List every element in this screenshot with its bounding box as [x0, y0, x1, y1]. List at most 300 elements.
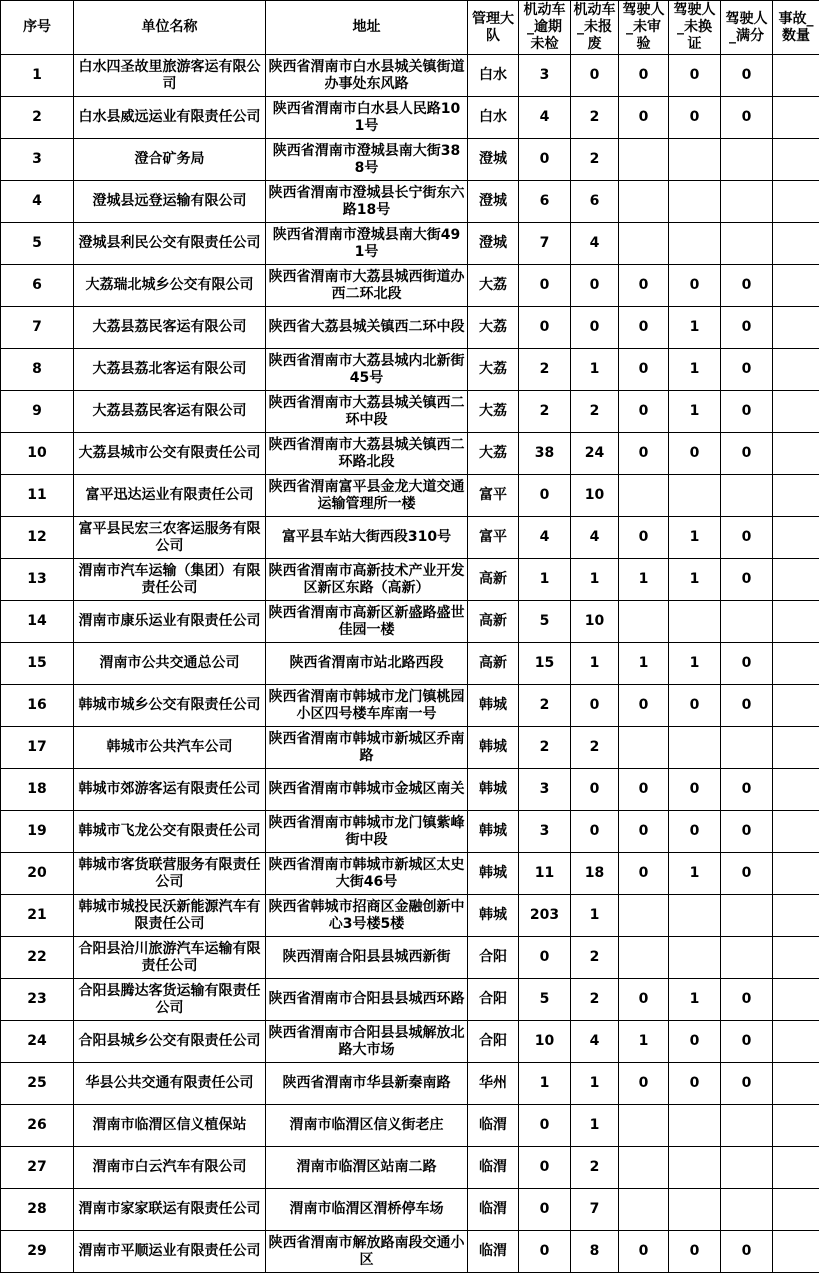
address-cell: 陕西省渭南市合阳县县城西环路	[266, 979, 468, 1021]
accident-count-cell	[773, 1231, 819, 1273]
serial-cell: 22	[1, 937, 74, 979]
accident-count-cell	[773, 769, 819, 811]
brigade-cell: 临渭	[468, 1231, 519, 1273]
driver-full-points-cell	[721, 601, 773, 643]
address-cell: 富平县车站大街西段310号	[266, 517, 468, 559]
vehicle-not-scrapped-cell: 2	[571, 97, 619, 139]
driver-not-reviewed-cell: 1	[619, 643, 669, 685]
vehicle-overdue-inspection-cell: 1	[519, 559, 571, 601]
accident-count-cell	[773, 727, 819, 769]
table-row	[1, 139, 819, 181]
table-row	[1, 853, 819, 895]
vehicle-not-scrapped-cell: 0	[571, 55, 619, 97]
vehicle-overdue-inspection-cell: 0	[519, 1147, 571, 1189]
brigade-cell: 韩城	[468, 727, 519, 769]
driver-not-renewed-cell	[669, 475, 721, 517]
driver-full-points-cell: 0	[721, 853, 773, 895]
brigade-cell: 合阳	[468, 937, 519, 979]
vehicle-overdue-inspection-cell: 10	[519, 1021, 571, 1063]
unit-name-cell: 渭南市公共交通总公司	[74, 643, 266, 685]
serial-cell: 26	[1, 1105, 74, 1147]
vehicle-not-scrapped-cell: 18	[571, 853, 619, 895]
address-cell: 渭南市临渭区信义街老庄	[266, 1105, 468, 1147]
column-header-vehicle-not-scrapped: 机动车_未报废	[571, 1, 619, 55]
serial-cell: 6	[1, 265, 74, 307]
address-cell: 陕西省渭南市解放路南段交通小区	[266, 1231, 468, 1273]
driver-not-renewed-cell	[669, 601, 721, 643]
vehicle-not-scrapped-cell: 10	[571, 475, 619, 517]
table-row	[1, 391, 819, 433]
column-header-brigade: 管理大队	[468, 1, 519, 55]
vehicle-overdue-inspection-cell: 4	[519, 517, 571, 559]
driver-not-renewed-cell	[669, 937, 721, 979]
driver-full-points-cell: 0	[721, 1231, 773, 1273]
table-row	[1, 601, 819, 643]
brigade-cell: 富平	[468, 517, 519, 559]
table-row	[1, 433, 819, 475]
driver-not-renewed-cell: 0	[669, 433, 721, 475]
serial-cell: 12	[1, 517, 74, 559]
driver-not-renewed-cell	[669, 895, 721, 937]
driver-full-points-cell	[721, 1147, 773, 1189]
accident-count-cell	[773, 559, 819, 601]
address-cell: 陕西省渭南市白水县人民路101号	[266, 97, 468, 139]
driver-full-points-cell	[721, 139, 773, 181]
driver-full-points-cell: 0	[721, 97, 773, 139]
accident-count-cell	[773, 139, 819, 181]
serial-cell: 11	[1, 475, 74, 517]
serial-cell: 1	[1, 55, 74, 97]
driver-not-renewed-cell: 1	[669, 979, 721, 1021]
address-cell: 陕西省渭南市澄城县南大街388号	[266, 139, 468, 181]
vehicle-not-scrapped-cell: 8	[571, 1231, 619, 1273]
vehicle-overdue-inspection-cell: 0	[519, 1231, 571, 1273]
vehicle-overdue-inspection-cell: 3	[519, 811, 571, 853]
brigade-cell: 高新	[468, 559, 519, 601]
accident-count-cell	[773, 1189, 819, 1231]
driver-not-renewed-cell	[669, 1189, 721, 1231]
table-row	[1, 1105, 819, 1147]
driver-not-renewed-cell: 0	[669, 685, 721, 727]
vehicle-overdue-inspection-cell: 203	[519, 895, 571, 937]
vehicle-overdue-inspection-cell: 5	[519, 601, 571, 643]
vehicle-overdue-inspection-cell: 1	[519, 1063, 571, 1105]
table-row	[1, 223, 819, 265]
address-cell: 渭南市临渭区站南二路	[266, 1147, 468, 1189]
driver-not-renewed-cell	[669, 727, 721, 769]
driver-not-renewed-cell	[669, 223, 721, 265]
unit-name-cell: 大荔县城市公交有限责任公司	[74, 433, 266, 475]
table-row	[1, 895, 819, 937]
vehicle-not-scrapped-cell: 0	[571, 685, 619, 727]
address-cell: 陕西省渭南市澄城县长宁街东六路18号	[266, 181, 468, 223]
driver-not-reviewed-cell	[619, 475, 669, 517]
table-header	[1, 1, 819, 55]
driver-not-renewed-cell: 1	[669, 517, 721, 559]
unit-name-cell: 富平县民宏三农客运服务有限公司	[74, 517, 266, 559]
brigade-cell: 高新	[468, 643, 519, 685]
driver-full-points-cell: 0	[721, 517, 773, 559]
vehicle-not-scrapped-cell: 2	[571, 391, 619, 433]
unit-name-cell: 韩城市客货联营服务有限责任公司	[74, 853, 266, 895]
unit-name-cell: 渭南市康乐运业有限责任公司	[74, 601, 266, 643]
brigade-cell: 临渭	[468, 1105, 519, 1147]
unit-name-cell: 澄城县远登运输有限公司	[74, 181, 266, 223]
vehicle-not-scrapped-cell: 0	[571, 265, 619, 307]
vehicle-not-scrapped-cell: 7	[571, 1189, 619, 1231]
driver-full-points-cell: 0	[721, 265, 773, 307]
driver-full-points-cell: 0	[721, 643, 773, 685]
driver-not-renewed-cell: 0	[669, 97, 721, 139]
driver-not-reviewed-cell	[619, 223, 669, 265]
driver-full-points-cell: 0	[721, 391, 773, 433]
driver-not-renewed-cell: 1	[669, 307, 721, 349]
driver-not-reviewed-cell: 0	[619, 811, 669, 853]
table-row	[1, 307, 819, 349]
unit-name-cell: 大荔瑞北城乡公交有限公司	[74, 265, 266, 307]
accident-count-cell	[773, 1021, 819, 1063]
table-row	[1, 1021, 819, 1063]
vehicle-not-scrapped-cell: 1	[571, 643, 619, 685]
address-cell: 陕西省渭南市大荔县城西街道办西二环北段	[266, 265, 468, 307]
driver-not-reviewed-cell: 0	[619, 517, 669, 559]
accident-count-cell	[773, 1063, 819, 1105]
accident-count-cell	[773, 475, 819, 517]
driver-not-renewed-cell: 0	[669, 55, 721, 97]
table-row	[1, 181, 819, 223]
table-row	[1, 979, 819, 1021]
serial-cell: 17	[1, 727, 74, 769]
unit-name-cell: 白水四圣故里旅游客运有限公司	[74, 55, 266, 97]
driver-full-points-cell: 0	[721, 433, 773, 475]
table-row	[1, 643, 819, 685]
accident-count-cell	[773, 181, 819, 223]
brigade-cell: 韩城	[468, 769, 519, 811]
vehicle-overdue-inspection-cell: 7	[519, 223, 571, 265]
column-header-driver-full-points: 驾驶人_满分	[721, 1, 773, 55]
accident-count-cell	[773, 853, 819, 895]
address-cell: 陕西省渭南市韩城市新城区乔南路	[266, 727, 468, 769]
address-cell: 渭南市临渭区渭桥停车场	[266, 1189, 468, 1231]
address-cell: 陕西省大荔县城关镇西二环中段	[266, 307, 468, 349]
vehicle-not-scrapped-cell: 1	[571, 895, 619, 937]
driver-full-points-cell	[721, 895, 773, 937]
brigade-cell: 白水	[468, 97, 519, 139]
vehicle-overdue-inspection-cell: 2	[519, 349, 571, 391]
vehicle-not-scrapped-cell: 4	[571, 1021, 619, 1063]
unit-name-cell: 大荔县荔北客运有限公司	[74, 349, 266, 391]
driver-not-renewed-cell	[669, 1147, 721, 1189]
serial-cell: 14	[1, 601, 74, 643]
vehicle-not-scrapped-cell: 10	[571, 601, 619, 643]
brigade-cell: 韩城	[468, 895, 519, 937]
driver-not-reviewed-cell: 0	[619, 979, 669, 1021]
address-cell: 陕西省韩城市招商区金融创新中心3号楼5楼	[266, 895, 468, 937]
serial-cell: 25	[1, 1063, 74, 1105]
vehicle-overdue-inspection-cell: 0	[519, 475, 571, 517]
driver-not-reviewed-cell: 0	[619, 769, 669, 811]
serial-cell: 2	[1, 97, 74, 139]
vehicle-overdue-inspection-cell: 15	[519, 643, 571, 685]
driver-not-reviewed-cell: 1	[619, 1021, 669, 1063]
vehicle-overdue-inspection-cell: 38	[519, 433, 571, 475]
driver-not-renewed-cell: 1	[669, 559, 721, 601]
serial-cell: 16	[1, 685, 74, 727]
vehicle-not-scrapped-cell: 0	[571, 811, 619, 853]
driver-full-points-cell: 0	[721, 685, 773, 727]
unit-name-cell: 大荔县荔民客运有限公司	[74, 307, 266, 349]
driver-full-points-cell: 0	[721, 55, 773, 97]
unit-name-cell: 富平迅达运业有限责任公司	[74, 475, 266, 517]
column-header-vehicle-overdue-inspection: 机动车_逾期未检	[519, 1, 571, 55]
brigade-cell: 临渭	[468, 1147, 519, 1189]
vehicle-not-scrapped-cell: 2	[571, 727, 619, 769]
driver-not-reviewed-cell: 0	[619, 265, 669, 307]
vehicle-not-scrapped-cell: 1	[571, 1063, 619, 1105]
brigade-cell: 临渭	[468, 1189, 519, 1231]
vehicle-overdue-inspection-cell: 0	[519, 1189, 571, 1231]
unit-name-cell: 大荔县荔民客运有限公司	[74, 391, 266, 433]
serial-cell: 24	[1, 1021, 74, 1063]
vehicle-overdue-inspection-cell: 2	[519, 685, 571, 727]
vehicle-not-scrapped-cell: 24	[571, 433, 619, 475]
accident-count-cell	[773, 517, 819, 559]
driver-not-reviewed-cell	[619, 1147, 669, 1189]
vehicle-not-scrapped-cell: 6	[571, 181, 619, 223]
table-row	[1, 727, 819, 769]
table-body	[1, 55, 819, 1273]
serial-cell: 7	[1, 307, 74, 349]
address-cell: 陕西渭南合阳县县城西新街	[266, 937, 468, 979]
brigade-cell: 韩城	[468, 685, 519, 727]
unit-name-cell: 白水县威远运业有限责任公司	[74, 97, 266, 139]
table-row	[1, 1189, 819, 1231]
accident-count-cell	[773, 1147, 819, 1189]
driver-not-renewed-cell	[669, 1105, 721, 1147]
accident-count-cell	[773, 643, 819, 685]
address-cell: 陕西省渭南市韩城市新城区太史大街46号	[266, 853, 468, 895]
address-cell: 陕西省渭南市白水县城关镇街道办事处东风路	[266, 55, 468, 97]
vehicle-not-scrapped-cell: 4	[571, 517, 619, 559]
serial-cell: 13	[1, 559, 74, 601]
driver-not-reviewed-cell: 0	[619, 349, 669, 391]
table-row	[1, 55, 819, 97]
driver-not-reviewed-cell: 0	[619, 55, 669, 97]
brigade-cell: 大荔	[468, 349, 519, 391]
accident-count-cell	[773, 349, 819, 391]
table-row	[1, 811, 819, 853]
brigade-cell: 澄城	[468, 181, 519, 223]
unit-name-cell: 澄城县利民公交有限责任公司	[74, 223, 266, 265]
serial-cell: 5	[1, 223, 74, 265]
driver-full-points-cell	[721, 937, 773, 979]
vehicle-overdue-inspection-cell: 6	[519, 181, 571, 223]
driver-not-reviewed-cell	[619, 1189, 669, 1231]
accident-count-cell	[773, 265, 819, 307]
brigade-cell: 华州	[468, 1063, 519, 1105]
vehicle-overdue-inspection-cell: 0	[519, 307, 571, 349]
vehicle-not-scrapped-cell: 2	[571, 979, 619, 1021]
driver-not-reviewed-cell	[619, 181, 669, 223]
table-row	[1, 937, 819, 979]
unit-name-cell: 韩城市城乡公交有限责任公司	[74, 685, 266, 727]
driver-full-points-cell: 0	[721, 811, 773, 853]
accident-count-cell	[773, 601, 819, 643]
driver-not-reviewed-cell: 0	[619, 685, 669, 727]
vehicle-not-scrapped-cell: 1	[571, 1105, 619, 1147]
driver-full-points-cell: 0	[721, 769, 773, 811]
brigade-cell: 合阳	[468, 979, 519, 1021]
accident-count-cell	[773, 979, 819, 1021]
vehicle-overdue-inspection-cell: 5	[519, 979, 571, 1021]
driver-not-reviewed-cell: 0	[619, 853, 669, 895]
driver-not-reviewed-cell: 0	[619, 307, 669, 349]
driver-full-points-cell	[721, 1189, 773, 1231]
address-cell: 陕西省渭南市华县新秦南路	[266, 1063, 468, 1105]
driver-not-renewed-cell: 0	[669, 769, 721, 811]
driver-not-reviewed-cell: 0	[619, 1231, 669, 1273]
column-header-driver-not-reviewed: 驾驶人_未审验	[619, 1, 669, 55]
driver-not-renewed-cell: 1	[669, 853, 721, 895]
vehicle-overdue-inspection-cell: 2	[519, 727, 571, 769]
driver-not-reviewed-cell	[619, 139, 669, 181]
table-row	[1, 265, 819, 307]
driver-not-renewed-cell: 1	[669, 349, 721, 391]
accident-count-cell	[773, 391, 819, 433]
address-cell: 陕西省渭南市高新技术产业开发区新区东路（高新）	[266, 559, 468, 601]
vehicle-overdue-inspection-cell: 3	[519, 55, 571, 97]
vehicle-overdue-inspection-cell: 0	[519, 937, 571, 979]
driver-not-renewed-cell: 0	[669, 811, 721, 853]
brigade-cell: 大荔	[468, 433, 519, 475]
accident-count-cell	[773, 685, 819, 727]
address-cell: 陕西省渭南市大荔县城内北新街45号	[266, 349, 468, 391]
serial-cell: 10	[1, 433, 74, 475]
serial-cell: 29	[1, 1231, 74, 1273]
address-cell: 陕西省渭南市高新区新盛路盛世佳园一楼	[266, 601, 468, 643]
driver-not-renewed-cell: 0	[669, 1231, 721, 1273]
accident-count-cell	[773, 1105, 819, 1147]
driver-not-renewed-cell: 0	[669, 265, 721, 307]
accident-count-cell	[773, 937, 819, 979]
address-cell: 陕西省渭南市韩城市金城区南关	[266, 769, 468, 811]
serial-cell: 20	[1, 853, 74, 895]
address-cell: 陕西省渭南市合阳县县城解放北路大市场	[266, 1021, 468, 1063]
driver-not-reviewed-cell	[619, 895, 669, 937]
brigade-cell: 大荔	[468, 307, 519, 349]
driver-not-reviewed-cell	[619, 601, 669, 643]
serial-cell: 28	[1, 1189, 74, 1231]
vehicle-not-scrapped-cell: 4	[571, 223, 619, 265]
vehicle-not-scrapped-cell: 2	[571, 1147, 619, 1189]
brigade-cell: 富平	[468, 475, 519, 517]
unit-name-cell: 合阳县腾达客货运输有限责任公司	[74, 979, 266, 1021]
column-header-unit-name: 单位名称	[74, 1, 266, 55]
unit-name-cell: 渭南市白云汽车有限公司	[74, 1147, 266, 1189]
address-cell: 陕西省渭南市澄城县南大街491号	[266, 223, 468, 265]
accident-count-cell	[773, 307, 819, 349]
driver-not-reviewed-cell: 1	[619, 559, 669, 601]
vehicle-overdue-inspection-cell: 0	[519, 139, 571, 181]
vehicle-not-scrapped-cell: 1	[571, 559, 619, 601]
brigade-cell: 澄城	[468, 223, 519, 265]
unit-name-cell: 合阳县城乡公交有限责任公司	[74, 1021, 266, 1063]
brigade-cell: 白水	[468, 55, 519, 97]
driver-full-points-cell	[721, 475, 773, 517]
vehicle-not-scrapped-cell: 1	[571, 349, 619, 391]
table-row	[1, 349, 819, 391]
brigade-cell: 大荔	[468, 391, 519, 433]
table-row	[1, 769, 819, 811]
serial-cell: 19	[1, 811, 74, 853]
accident-count-cell	[773, 433, 819, 475]
vehicle-not-scrapped-cell: 2	[571, 937, 619, 979]
driver-not-reviewed-cell: 0	[619, 1063, 669, 1105]
brigade-cell: 韩城	[468, 853, 519, 895]
driver-not-renewed-cell: 1	[669, 643, 721, 685]
unit-name-cell: 渭南市平顺运业有限责任公司	[74, 1231, 266, 1273]
unit-name-cell: 韩城市城投民沃新能源汽车有限责任公司	[74, 895, 266, 937]
address-cell: 陕西省渭南市韩城市龙门镇紫峰街中段	[266, 811, 468, 853]
serial-cell: 23	[1, 979, 74, 1021]
table-row	[1, 559, 819, 601]
driver-not-reviewed-cell	[619, 937, 669, 979]
table-row	[1, 1063, 819, 1105]
driver-full-points-cell	[721, 1105, 773, 1147]
driver-not-renewed-cell: 0	[669, 1063, 721, 1105]
column-header-driver-not-renewed: 驾驶人_未换证	[669, 1, 721, 55]
unit-name-cell: 韩城市飞龙公交有限责任公司	[74, 811, 266, 853]
serial-cell: 8	[1, 349, 74, 391]
table-row	[1, 97, 819, 139]
driver-full-points-cell: 0	[721, 307, 773, 349]
serial-cell: 21	[1, 895, 74, 937]
accident-count-cell	[773, 97, 819, 139]
driver-not-renewed-cell	[669, 181, 721, 223]
brigade-cell: 高新	[468, 601, 519, 643]
column-header-address: 地址	[266, 1, 468, 55]
driver-not-renewed-cell	[669, 139, 721, 181]
address-cell: 陕西省渭南市韩城市龙门镇桃园小区四号楼车库南一号	[266, 685, 468, 727]
driver-not-renewed-cell: 0	[669, 1021, 721, 1063]
unit-name-cell: 渭南市家家联运有限责任公司	[74, 1189, 266, 1231]
vehicle-overdue-inspection-cell: 2	[519, 391, 571, 433]
accident-count-cell	[773, 55, 819, 97]
address-cell: 陕西省渭南市站北路西段	[266, 643, 468, 685]
accident-count-cell	[773, 223, 819, 265]
driver-full-points-cell	[721, 181, 773, 223]
accident-count-cell	[773, 811, 819, 853]
address-cell: 陕西省渭南市大荔县城关镇西二环路北段	[266, 433, 468, 475]
table-row	[1, 517, 819, 559]
driver-full-points-cell: 0	[721, 1063, 773, 1105]
driver-full-points-cell: 0	[721, 349, 773, 391]
driver-full-points-cell	[721, 223, 773, 265]
table-row	[1, 1231, 819, 1273]
unit-name-cell: 渭南市汽车运输（集团）有限责任公司	[74, 559, 266, 601]
driver-not-reviewed-cell	[619, 727, 669, 769]
driver-full-points-cell: 0	[721, 559, 773, 601]
driver-not-reviewed-cell	[619, 1105, 669, 1147]
serial-cell: 4	[1, 181, 74, 223]
vehicle-not-scrapped-cell: 2	[571, 139, 619, 181]
vehicle-not-scrapped-cell: 0	[571, 307, 619, 349]
serial-cell: 3	[1, 139, 74, 181]
vehicle-not-scrapped-cell: 0	[571, 769, 619, 811]
vehicle-overdue-inspection-cell: 3	[519, 769, 571, 811]
unit-name-cell: 韩城市公共汽车公司	[74, 727, 266, 769]
vehicle-overdue-inspection-cell: 0	[519, 265, 571, 307]
